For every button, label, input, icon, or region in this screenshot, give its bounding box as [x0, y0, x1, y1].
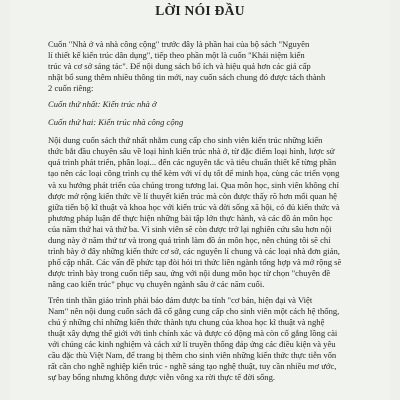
text-line: quá trình phát triển, phân loại... đến các nguyên tắc và tiêu chuẩn thiết kế từng phần — [48, 157, 337, 168]
text-line: và xu hướng phát triển của chúng trong tương lai. Qua môn học, sinh viên không chỉ — [48, 179, 339, 190]
text-line: tạo nên các loại công trình cụ thể kèm với ví dụ tốt để minh họa, cùng các triển vọng — [48, 168, 340, 179]
text-line: Cuốn thứ hai: Kiến trúc nhà công cộng — [48, 117, 184, 128]
text-line: của năm thứ hai và thứ ba. Vì sinh viên sẽ còn được trở lại nghiên cứu sâu hơn nội — [48, 223, 332, 234]
text-line: Cuốn "Nhà ở và nhà công cộng" trước đây là phần hai của bộ sách "Nguyên — [48, 39, 310, 49]
text-line: giữa tiến bộ kĩ thuật và khoa học với kiến trúc và đời sống xã hội, có đủ kiến thức và — [48, 201, 340, 212]
text-line: lí thiết kế kiến trúc dân dụng", tiếp theo phần một là cuốn "Khái niệm kiến — [48, 50, 305, 61]
text-line: chú ý những chỉ những kiến thức thành tựu chung của khoa học kĩ thuật và nghệ — [48, 317, 325, 328]
text-line: trình bày ở đây những kiến thức cơ sở, các nguyên lí chung và các loại nhà đơn giản, — [48, 245, 340, 256]
text-line: Nam" nên nội dung cuốn sách đã cố gắng cung cấp cho sinh viên một cách hệ thống, — [48, 306, 340, 317]
text-line: Nội dung cuốn sách thứ nhất nhằm cung cấp cho sinh viên kiến trúc những kiến — [48, 135, 323, 146]
text-line: phổ cập nhất. Các vấn đề phức tạp đòi hỏi tri thức liên ngành tổng hợp và mở rộng sẽ — [48, 256, 342, 267]
body-paragraph — [28, 295, 383, 383]
text-line: thuật xây dựng thế giới với tình chính xác và được có động mà còn cố gắng lồng cài — [48, 328, 338, 339]
text-line: Cuốn thứ nhất: Kiến trúc nhà ở — [48, 99, 157, 110]
body-paragraph — [28, 39, 383, 94]
text-line: với chúng các kinh nghiệm và cách xử lí truyền thống đáp ứng các điều kiện và yêu — [48, 339, 336, 350]
body-paragraph — [28, 135, 383, 290]
text-line: dung này ở năm thứ tư và trong quá trình làm đồ án môn học, nên chúng tôi sẽ chỉ — [48, 234, 331, 245]
text-line: Trên tinh thần giáo trình phải bảo đảm được ba tính "cơ bản, hiện đại và Việt — [48, 294, 313, 305]
text-line: nâng cao kiến trúc" phục vụ chuyên ngành sâu ở các năm cuối. — [48, 278, 265, 289]
text-line: cầu đặc thù Việt Nam, để trang bị thêm cho sinh viên những kiến thức thực tiễn vốn — [48, 350, 337, 361]
text-line: thức bắt đầu chuyên sâu về loại hình kiến trúc nhà ở, từ đặc điểm loại hình, lược sử — [48, 146, 335, 157]
text-line: sự bay bổng nhưng không được viễn vông xa rời thực tế đời sống. — [48, 372, 276, 383]
text-line: 2 cuốn riêng: — [48, 83, 94, 94]
text-line: rất cần cho nghề nghiệp kiến trúc - nghề sáng tạo nghệ thuật, tuy cần nhiều mơ ước, — [48, 361, 337, 372]
text-line: được trình bày trong cuốn tiếp sau, ứng với nội dung môn học từ chọn "chuyên đề — [48, 267, 331, 278]
text-line: phương pháp luận để thực hiện những bài tập lớn thực hành, và các đồ án môn học — [48, 212, 333, 223]
text-line: trúc và cơ sở sáng tác". Để nội dung sách bổ ích và hiệu quả hơn các giả cấp — [48, 61, 311, 72]
book-page — [10, 0, 390, 400]
subtitle-paragraph — [28, 117, 383, 128]
page-title: LỜI NÓI ĐẦU — [155, 3, 245, 18]
text-line: nhật bổ sung thêm nhiều thông tin mới, nay cuốn sách chung đó được tách thành — [48, 72, 326, 83]
text-line: được mở rộng kiến thức về lí thuyết kiến trúc mà còn được thấy rõ hơn mối quan hệ — [48, 190, 337, 201]
subtitle-paragraph — [28, 99, 383, 110]
body-text — [28, 39, 383, 388]
